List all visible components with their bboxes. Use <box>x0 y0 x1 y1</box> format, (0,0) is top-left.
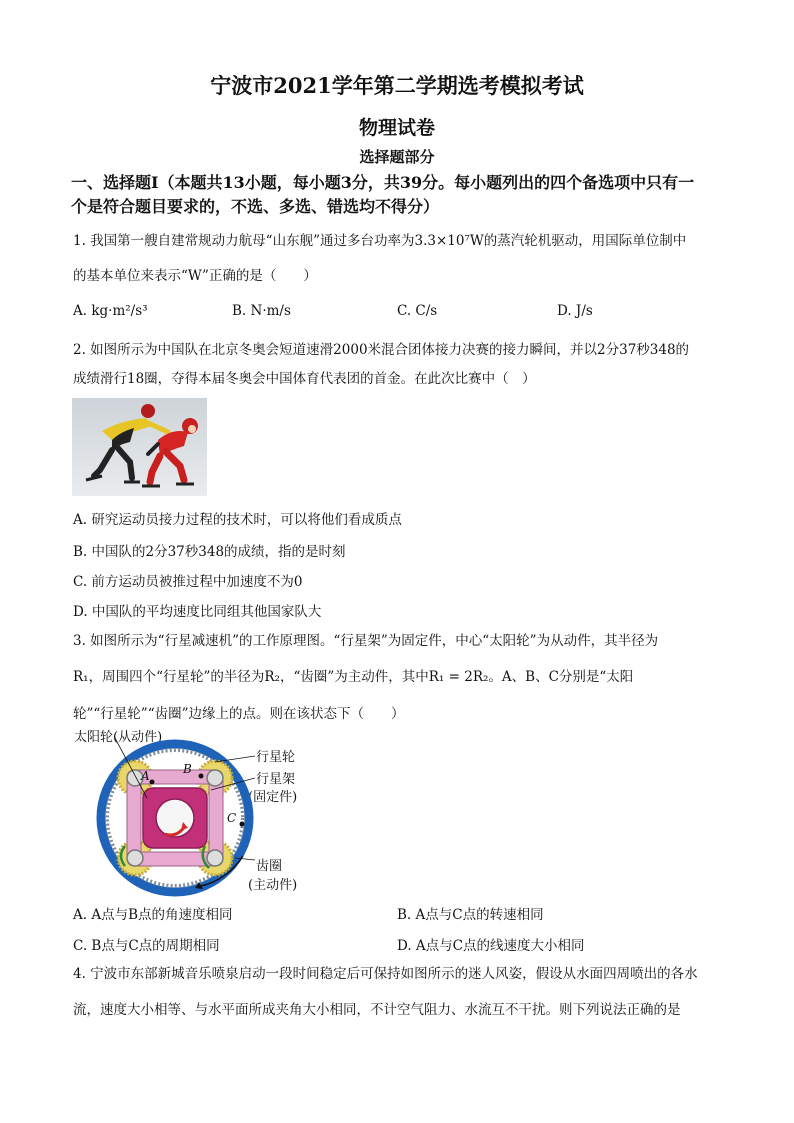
q2-option-c: C. 前方运动员被推过程中加速度不为0 <box>73 574 303 590</box>
ring-gear-label: 齿圈 <box>256 859 283 874</box>
q1-stem-line2: 的基本单位来表示“W”正确的是（ ） <box>73 268 317 284</box>
part-heading: 选择题部分 <box>359 148 435 166</box>
q1-option-c: C. C/s <box>397 303 438 319</box>
q1-stem-line1: 1. 我国第一艘自建常规动力航母“山东舰”通过多台功率为3.3×10⁷W的蒸汽轮机驱动，用国际单位制中 <box>73 233 687 249</box>
q2-stem-line2: 成绩滑行18圈，夺得本届冬奥会中国体育代表团的首金。在此次比赛中（ ） <box>73 371 536 387</box>
q3-stem-line3: 轮”“行星轮”“齿圈”边缘上的点。则在该状态下（ ） <box>73 706 405 722</box>
carrier-sub-label: (固定件) <box>248 790 298 805</box>
q1-option-d: D. J/s <box>557 303 593 319</box>
q1-option-a: A. kg·m²/s³ <box>73 303 148 319</box>
q3-option-d: D. A点与C点的线速度大小相同 <box>397 938 585 954</box>
q3-stem-line2: R₁，周围四个“行星轮”的半径为R₂，“齿圈”为主动件，其中R₁ = 2R₂。A、B、C分别是“太阳 <box>73 669 634 685</box>
q2-option-b: B. 中国队的2分37秒348的成绩，指的是时刻 <box>73 544 346 560</box>
q4-stem-line1: 4. 宁波市东部新城音乐喷泉启动一段时间稳定后可保持如图所示的迷人风姿，假设从水面四周喷出的各水 <box>73 966 698 982</box>
point-c-label: C <box>227 811 237 825</box>
q3-option-a: A. A点与B点的角速度相同 <box>73 907 233 923</box>
point-c-dot <box>240 822 245 827</box>
section-heading-line2: 个是符合题目要求的，不选、多选、错选均不得分） <box>71 197 440 216</box>
q2-option-a: A. 研究运动员接力过程的技术时，可以将他们看成质点 <box>73 512 402 528</box>
q2-stem-line1: 2. 如图所示为中国队在北京冬奥会短道速滑2000米混合团体接力决赛的接力瞬间，并以2分37秒348的 <box>73 342 690 358</box>
planet-gear-label: 行星轮 <box>256 750 296 765</box>
point-a-dot <box>150 780 155 785</box>
q3-option-b: B. A点与C点的转速相同 <box>397 907 544 923</box>
sun-gear-label: 太阳轮(从动件) <box>74 730 163 745</box>
skaters-photo <box>72 398 207 496</box>
q4-stem-line2: 流，速度大小相等、与水平面所成夹角大小相同，不计空气阻力、水流互不干扰。则下列说法正确的是 <box>73 1002 681 1018</box>
q1-option-b: B. N·m/s <box>232 303 291 319</box>
point-b-label: B <box>183 762 192 776</box>
point-b-dot <box>199 774 204 779</box>
carrier-label: 行星架 <box>256 772 296 787</box>
exam-subtitle: 物理试卷 <box>358 117 435 139</box>
q2-option-d: D. 中国队的平均速度比同组其他国家队大 <box>73 604 322 620</box>
q3-option-c: C. B点与C点的周期相同 <box>73 938 220 954</box>
planetary-gear-diagram <box>95 738 255 898</box>
ring-gear-sub-label: (主动件) <box>248 878 298 893</box>
point-a-label: A <box>141 769 150 783</box>
q3-stem-line1: 3. 如图所示为“行星减速机”的工作原理图。“行星架”为固定件，中心“太阳轮”为从动件，其半径为 <box>73 633 659 649</box>
section-heading-line1: 一、选择题Ⅰ（本题共13小题，每小题3分，共39分。每小题列出的四个备选项中只有一 <box>71 173 695 192</box>
exam-title: 宁波市2021学年第二学期选考模拟考试 <box>210 73 584 98</box>
